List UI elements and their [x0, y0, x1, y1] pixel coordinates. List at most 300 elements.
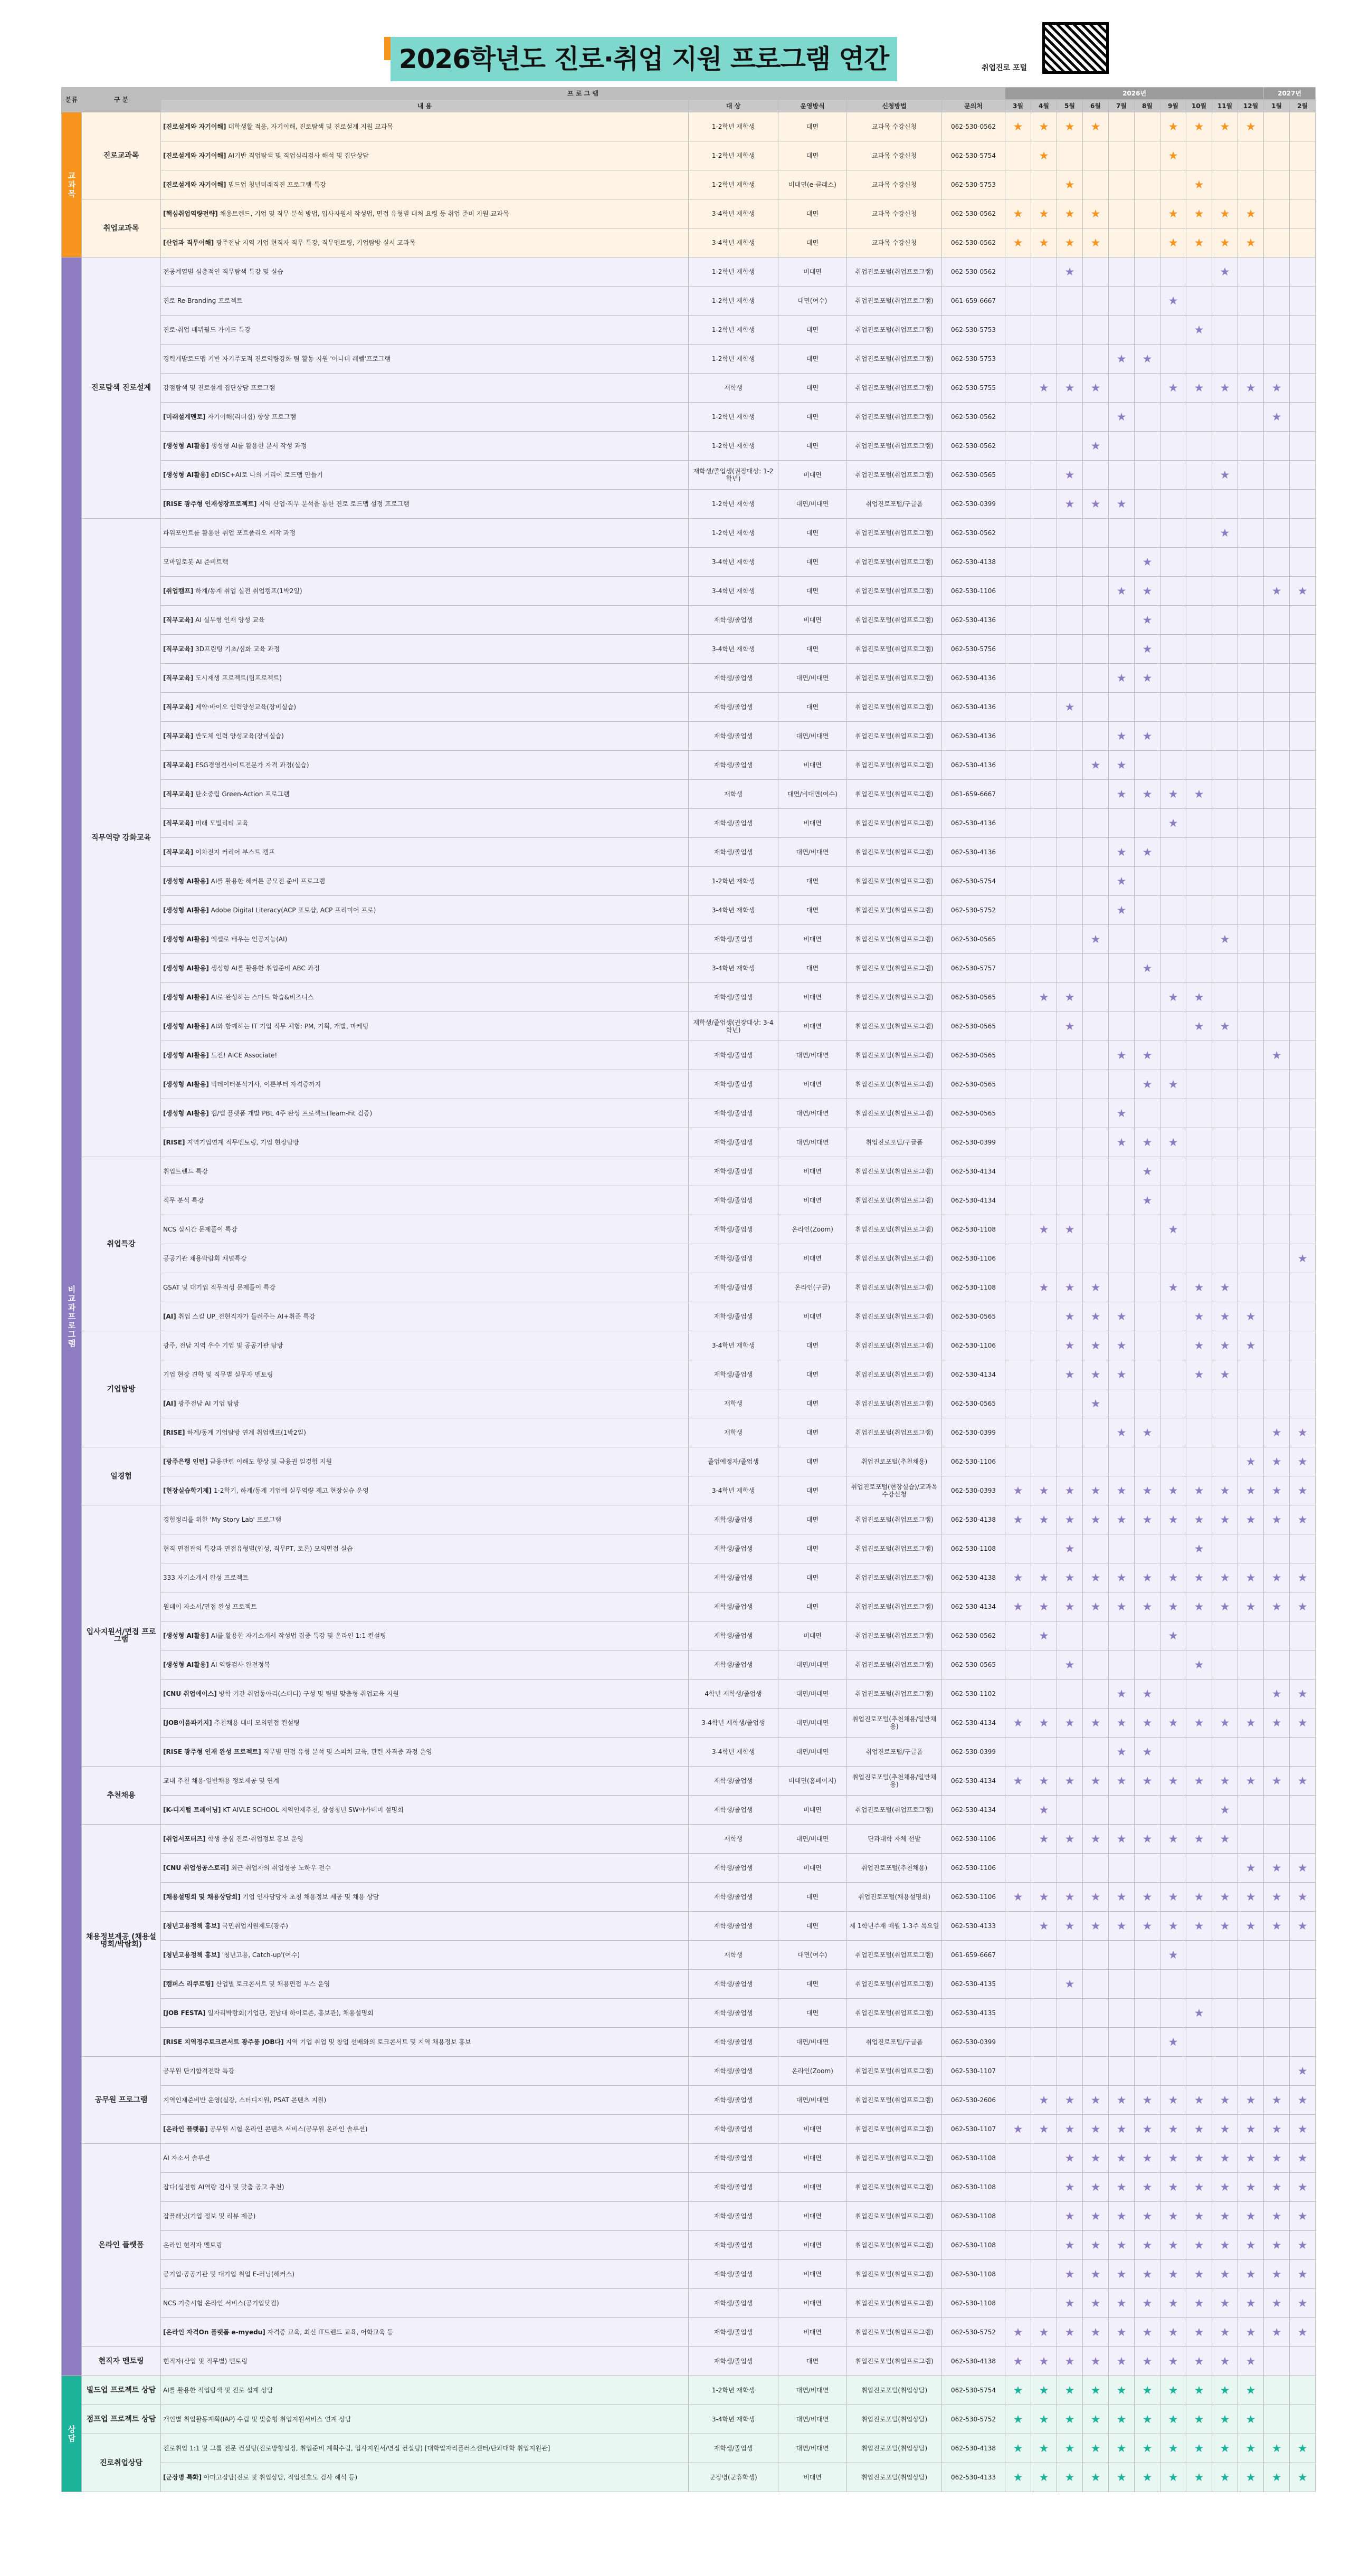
month-cell [1031, 1767, 1057, 1796]
star-icon: ★ [1220, 236, 1230, 249]
star-icon: ★ [1142, 787, 1153, 800]
table-row [62, 2144, 1316, 2173]
star-icon: ★ [1168, 120, 1178, 133]
month-cell [1186, 2144, 1212, 2173]
month-cell [1135, 606, 1160, 635]
program-name [161, 838, 689, 867]
star-icon: ★ [1168, 1629, 1178, 1642]
target-cell: 재학생/졸업생 [689, 1592, 778, 1621]
month-cell [1264, 2028, 1290, 2057]
month-cell [1083, 1941, 1109, 1970]
program-tag: [진로설계와 자기이해] [163, 123, 226, 130]
table-row [62, 1302, 1316, 1331]
month-cell [1212, 983, 1238, 1012]
month-cell [1290, 1070, 1316, 1099]
month-cell [1109, 1505, 1135, 1534]
month-cell [1160, 1592, 1186, 1621]
month-cell [1212, 141, 1238, 170]
month-cell [1264, 722, 1290, 751]
table-row [62, 693, 1316, 722]
month-cell [1005, 2289, 1031, 2318]
month-cell [1031, 1592, 1057, 1621]
month-cell [1057, 2086, 1083, 2115]
method-cell: 대면 [778, 1534, 847, 1563]
month-cell [1083, 112, 1109, 141]
star-icon: ★ [1064, 2122, 1075, 2135]
month-cell [1057, 1912, 1083, 1941]
table-row [62, 548, 1316, 577]
month-cell [1005, 374, 1031, 403]
star-icon: ★ [1220, 932, 1230, 946]
program-tag: [생성형 AI활용] [163, 994, 209, 1001]
star-icon: ★ [1064, 1890, 1075, 1903]
month-cell [1135, 316, 1160, 345]
qr-code[interactable] [1042, 22, 1109, 74]
month-cell [1057, 1331, 1083, 1360]
star-icon: ★ [1220, 1019, 1230, 1033]
month-cell [1083, 490, 1109, 519]
star-icon: ★ [1194, 2325, 1204, 2339]
month-cell [1083, 1534, 1109, 1563]
program-desc: 광주전남 지역 기업 현직자 직무 특강, 직무멘토링, 기업탐방 실시 교과목 [214, 239, 416, 246]
month-cell [1264, 896, 1290, 925]
contact-cell: 062-530-1106 [942, 1825, 1005, 1854]
star-icon: ★ [1194, 120, 1204, 133]
month-cell [1083, 577, 1109, 606]
star-icon: ★ [1220, 207, 1230, 220]
table-row [62, 1447, 1316, 1476]
method-cell: 비대면 [778, 1854, 847, 1883]
star-icon: ★ [1142, 671, 1153, 684]
program-desc: NCS 실시간 문제풀이 특강 [163, 1226, 237, 1233]
star-icon: ★ [1064, 2325, 1075, 2339]
target-cell: 재학생 [689, 1825, 778, 1854]
month-cell [1290, 1215, 1316, 1244]
month-cell [1083, 345, 1109, 374]
month-cell [1186, 1563, 1212, 1592]
star-icon: ★ [1297, 1861, 1308, 1874]
month-cell [1057, 1796, 1083, 1825]
star-icon: ★ [1013, 1890, 1023, 1903]
contact-cell: 062-530-4138 [942, 1563, 1005, 1592]
apply-cell: 취업진로포털(취업프로그램) [847, 461, 942, 490]
contact-cell: 062-530-0399 [942, 1738, 1005, 1767]
contact-cell: 062-530-4136 [942, 751, 1005, 780]
apply-cell: 취업진로포털(취업프로그램) [847, 2144, 942, 2173]
month-cell [1238, 403, 1264, 432]
program-tag: [RISE 지역정주토크콘서트 광주풍 JOB다] [163, 2038, 284, 2046]
month-cell [1212, 606, 1238, 635]
month-cell [1135, 519, 1160, 548]
star-icon: ★ [1039, 2383, 1049, 2397]
month-cell [1109, 170, 1135, 199]
program-desc: 광주, 전남 지역 우수 기업 및 공공기관 탐방 [163, 1342, 283, 1349]
apply-cell: 취업진로포털(취업프로그램) [847, 2347, 942, 2376]
month-cell [1186, 2231, 1212, 2260]
apply-cell: 취업진로포털(취업프로그램) [847, 1273, 942, 1302]
program-name [161, 954, 689, 983]
star-icon: ★ [1039, 2412, 1049, 2426]
program-name [161, 2028, 689, 2057]
star-icon: ★ [1168, 2238, 1178, 2251]
month-cell [1031, 141, 1057, 170]
star-icon: ★ [1168, 2093, 1178, 2106]
month-cell [1083, 2202, 1109, 2231]
star-icon: ★ [1220, 1281, 1230, 1294]
star-icon: ★ [1039, 2093, 1049, 2106]
apply-cell: 취업진로포털(취업프로그램) [847, 1418, 942, 1447]
apply-cell: 취업진로포털(취업프로그램) [847, 2231, 942, 2260]
program-desc: 생성형 AI를 활용한 문서 작성 과정 [208, 442, 307, 450]
month-cell [1212, 1825, 1238, 1854]
apply-cell: 취업진로포털(취업프로그램) [847, 954, 942, 983]
contact-cell: 062-530-0399 [942, 1418, 1005, 1447]
month-cell [1031, 1273, 1057, 1302]
program-desc: 경력개발로드맵 기반 자기주도적 진로역량강화 팀 활동 지원 '어나더 레벨'프로그램 [163, 355, 391, 362]
month-cell [1005, 954, 1031, 983]
star-icon: ★ [1194, 207, 1204, 220]
month-cell [1031, 1186, 1057, 1215]
month-cell [1290, 2028, 1316, 2057]
method-cell: 온라인(Zoom) [778, 1215, 847, 1244]
month-cell [1186, 1534, 1212, 1563]
apply-cell: 취업진로포털(취업프로그램) [847, 896, 942, 925]
month-cell [1031, 228, 1057, 257]
star-icon: ★ [1064, 497, 1075, 510]
month-cell [1005, 1099, 1031, 1128]
month-cell [1057, 577, 1083, 606]
month-cell [1238, 664, 1264, 693]
program-tag: [직무교육] [163, 761, 194, 769]
month-cell [1238, 1650, 1264, 1680]
month-cell [1290, 1738, 1316, 1767]
method-cell: 대면 [778, 141, 847, 170]
month-cell [1264, 1505, 1290, 1534]
month-cell [1109, 1680, 1135, 1709]
month-cell [1238, 316, 1264, 345]
month-cell [1005, 1709, 1031, 1738]
method-cell: 비대면(e-클래스) [778, 170, 847, 199]
star-icon: ★ [1090, 207, 1101, 220]
star-icon: ★ [1168, 149, 1178, 162]
month-cell [1057, 1099, 1083, 1128]
month-cell [1031, 345, 1057, 374]
star-icon: ★ [1013, 120, 1023, 133]
month-cell [1135, 1273, 1160, 1302]
month-cell [1238, 170, 1264, 199]
program-name [161, 461, 689, 490]
month-cell [1212, 1012, 1238, 1041]
star-icon: ★ [1271, 584, 1282, 597]
apply-cell: 취업진로포털(취업프로그램) [847, 2057, 942, 2086]
program-name [161, 1447, 689, 1476]
month-cell [1109, 867, 1135, 896]
month-cell [1083, 606, 1109, 635]
month-cell [1109, 838, 1135, 867]
method-cell: 대면 [778, 1389, 847, 1418]
program-name [161, 432, 689, 461]
month-cell [1057, 1070, 1083, 1099]
month-cell [1031, 1476, 1057, 1505]
month-cell [1290, 2144, 1316, 2173]
star-icon: ★ [1168, 2122, 1178, 2135]
month-cell [1031, 548, 1057, 577]
month-header: 4월 [1031, 100, 1057, 112]
target-cell: 재학생/졸업생 [689, 2173, 778, 2202]
group-label: 추천채용 [82, 1767, 161, 1825]
program-tag: [AI] [163, 1400, 176, 1407]
month-cell [1186, 2318, 1212, 2347]
month-cell [1005, 490, 1031, 519]
month-cell [1109, 896, 1135, 925]
month-cell [1212, 432, 1238, 461]
month-cell [1135, 925, 1160, 954]
month-cell [1109, 1883, 1135, 1912]
program-name [161, 1273, 689, 1302]
star-icon: ★ [1245, 2412, 1256, 2426]
month-cell [1264, 1854, 1290, 1883]
target-cell: 재학생/졸업생 [689, 751, 778, 780]
month-cell [1135, 170, 1160, 199]
program-name [161, 374, 689, 403]
star-icon: ★ [1271, 1919, 1282, 1932]
month-cell [1005, 780, 1031, 809]
month-cell [1212, 2057, 1238, 2086]
apply-cell: 취업진로포털/구글폼 [847, 1128, 942, 1157]
contact-cell: 062-530-0565 [942, 1650, 1005, 1680]
month-cell [1186, 1128, 1212, 1157]
star-icon: ★ [1116, 1919, 1127, 1932]
program-name [161, 345, 689, 374]
star-icon: ★ [1039, 2122, 1049, 2135]
month-cell [1135, 1999, 1160, 2028]
apply-cell: 취업진로포털(취업프로그램) [847, 2289, 942, 2318]
target-cell: 재학생/졸업생 [689, 722, 778, 751]
star-icon: ★ [1168, 1223, 1178, 1236]
program-desc: AI기반 직업탐색 및 직업심리검사 해석 및 집단상담 [226, 152, 369, 159]
month-cell [1212, 1999, 1238, 2028]
star-icon: ★ [1220, 2470, 1230, 2484]
month-cell [1005, 2028, 1031, 2057]
month-cell [1109, 751, 1135, 780]
month-cell [1109, 490, 1135, 519]
program-name [161, 1157, 689, 1186]
month-cell [1135, 2202, 1160, 2231]
star-icon: ★ [1090, 439, 1101, 452]
month-cell [1135, 1680, 1160, 1709]
star-icon: ★ [1142, 642, 1153, 655]
month-cell [1290, 199, 1316, 228]
month-cell [1290, 2318, 1316, 2347]
month-cell [1083, 2376, 1109, 2405]
month-cell [1212, 228, 1238, 257]
method-cell: 비대면 [778, 2202, 847, 2231]
month-cell [1083, 432, 1109, 461]
col-header-program: 프 로 그 램 [161, 88, 1005, 100]
program-desc: 산업별 토크콘서트 및 채용면접 부스 운영 [214, 1980, 330, 1988]
month-cell [1057, 2231, 1083, 2260]
month-cell [1290, 1999, 1316, 2028]
month-cell [1109, 345, 1135, 374]
month-cell [1057, 432, 1083, 461]
star-icon: ★ [1297, 2296, 1308, 2310]
target-cell: 재학생/졸업생 [689, 2115, 778, 2144]
month-cell [1160, 838, 1186, 867]
month-cell [1057, 287, 1083, 316]
star-icon: ★ [1039, 990, 1049, 1004]
contact-cell: 062-530-4136 [942, 809, 1005, 838]
month-cell [1186, 1157, 1212, 1186]
month-cell [1186, 2260, 1212, 2289]
month-cell [1160, 170, 1186, 199]
month-cell [1160, 1534, 1186, 1563]
target-cell: 재학생/졸업생 [689, 1244, 778, 1273]
program-desc: 진로 Re-Branding 프로젝트 [163, 297, 243, 304]
table-row [62, 2318, 1316, 2347]
contact-cell: 061-659-6667 [942, 287, 1005, 316]
group-label: 채용정보제공 (채용설명회/박람회) [82, 1825, 161, 2057]
month-cell [1290, 1418, 1316, 1447]
month-cell [1212, 199, 1238, 228]
month-cell [1160, 2057, 1186, 2086]
month-cell [1160, 141, 1186, 170]
month-cell [1135, 548, 1160, 577]
target-cell: 재학생 [689, 780, 778, 809]
contact-cell: 061-659-6667 [942, 780, 1005, 809]
month-cell [1264, 170, 1290, 199]
program-desc: AI와 함께하는 IT 기업 직무 체험: PM, 기획, 개발, 마케팅 [208, 1023, 369, 1030]
method-cell: 대면/비대면(여수) [778, 780, 847, 809]
month-cell [1109, 228, 1135, 257]
program-name [161, 228, 689, 257]
group-label: 진로탐색 진로설계 [82, 257, 161, 519]
month-cell [1109, 1825, 1135, 1854]
month-cell [1160, 1302, 1186, 1331]
table-row [62, 228, 1316, 257]
apply-cell: 취업진로포털(취업프로그램) [847, 1157, 942, 1186]
star-icon: ★ [1194, 178, 1204, 191]
month-cell [1135, 403, 1160, 432]
apply-cell: 취업진로포털(취업프로그램) [847, 925, 942, 954]
month-cell [1186, 2057, 1212, 2086]
apply-cell: 취업진로포털(취업프로그램) [847, 780, 942, 809]
table-row [62, 925, 1316, 954]
program-name [161, 2202, 689, 2231]
month-cell [1290, 577, 1316, 606]
table-row [62, 1505, 1316, 1534]
month-cell [1212, 1970, 1238, 1999]
star-icon: ★ [1090, 120, 1101, 133]
method-cell: 대면 [778, 577, 847, 606]
month-cell [1290, 403, 1316, 432]
month-cell [1238, 228, 1264, 257]
month-cell [1212, 838, 1238, 867]
month-cell [1135, 374, 1160, 403]
month-cell [1005, 548, 1031, 577]
star-icon: ★ [1271, 2296, 1282, 2310]
star-icon: ★ [1220, 381, 1230, 394]
star-icon: ★ [1090, 1774, 1101, 1787]
month-cell [1109, 780, 1135, 809]
star-icon: ★ [1271, 1687, 1282, 1700]
contact-cell: 062-530-1102 [942, 1680, 1005, 1709]
month-cell [1109, 1331, 1135, 1360]
star-icon: ★ [1142, 2354, 1153, 2368]
month-cell [1212, 1331, 1238, 1360]
month-cell [1186, 1999, 1212, 2028]
month-cell [1031, 1331, 1057, 1360]
table-row [62, 519, 1316, 548]
star-icon: ★ [1039, 1600, 1049, 1613]
month-cell [1186, 983, 1212, 1012]
month-cell [1264, 1534, 1290, 1563]
star-icon: ★ [1271, 2180, 1282, 2193]
month-cell [1238, 519, 1264, 548]
month-cell [1109, 1534, 1135, 1563]
month-cell [1005, 1505, 1031, 1534]
star-icon: ★ [1142, 2180, 1153, 2193]
program-tag: [온라인 자격On 플랫폼 e-myedu] [163, 2329, 265, 2336]
month-cell [1264, 1447, 1290, 1476]
month-cell [1186, 780, 1212, 809]
apply-cell: 취업진로포털(추천채용) [847, 1854, 942, 1883]
month-cell [1109, 2463, 1135, 2492]
target-cell: 1-2학년 재학생 [689, 432, 778, 461]
month-header: 2월 [1290, 100, 1316, 112]
table-row [62, 170, 1316, 199]
month-cell [1005, 1360, 1031, 1389]
month-cell [1005, 1883, 1031, 1912]
month-cell [1083, 1738, 1109, 1767]
star-icon: ★ [1039, 2325, 1049, 2339]
month-cell [1031, 867, 1057, 896]
table-row [62, 1157, 1316, 1186]
month-cell [1005, 1796, 1031, 1825]
month-cell [1212, 1041, 1238, 1070]
program-name [161, 1680, 689, 1709]
program-name [161, 1650, 689, 1680]
program-desc: 제약·바이오 인력양성교육(장비실습) [193, 703, 297, 711]
target-cell: 3-4학년 재학생 [689, 896, 778, 925]
method-cell: 대면 [778, 1505, 847, 1534]
contact-cell: 062-530-4136 [942, 693, 1005, 722]
star-icon: ★ [1271, 1716, 1282, 1729]
star-icon: ★ [1271, 2325, 1282, 2339]
month-cell [1212, 548, 1238, 577]
month-cell [1135, 2376, 1160, 2405]
month-cell [1109, 1621, 1135, 1650]
star-icon: ★ [1245, 2296, 1256, 2310]
month-cell [1005, 635, 1031, 664]
apply-cell: 취업진로포털(취업프로그램) [847, 809, 942, 838]
month-cell [1212, 1389, 1238, 1418]
target-cell: 재학생/졸업생(권장대상: 1-2학년) [689, 461, 778, 490]
star-icon: ★ [1142, 2122, 1153, 2135]
month-cell [1290, 461, 1316, 490]
star-icon: ★ [1297, 2238, 1308, 2251]
star-icon: ★ [1039, 1890, 1049, 1903]
month-cell [1135, 1389, 1160, 1418]
month-cell [1031, 1738, 1057, 1767]
method-cell: 대면/비대면 [778, 2086, 847, 2115]
program-name [161, 1854, 689, 1883]
month-cell [1031, 432, 1057, 461]
month-cell [1109, 1767, 1135, 1796]
month-cell [1057, 1999, 1083, 2028]
star-icon: ★ [1039, 1774, 1049, 1787]
program-desc: 채용트렌드, 기업 및 직무 분석 방법, 입사지원서 작성법, 면접 유형별 대처 요령 등 취업 준비 지원 교과목 [217, 210, 509, 217]
month-cell [1083, 1447, 1109, 1476]
